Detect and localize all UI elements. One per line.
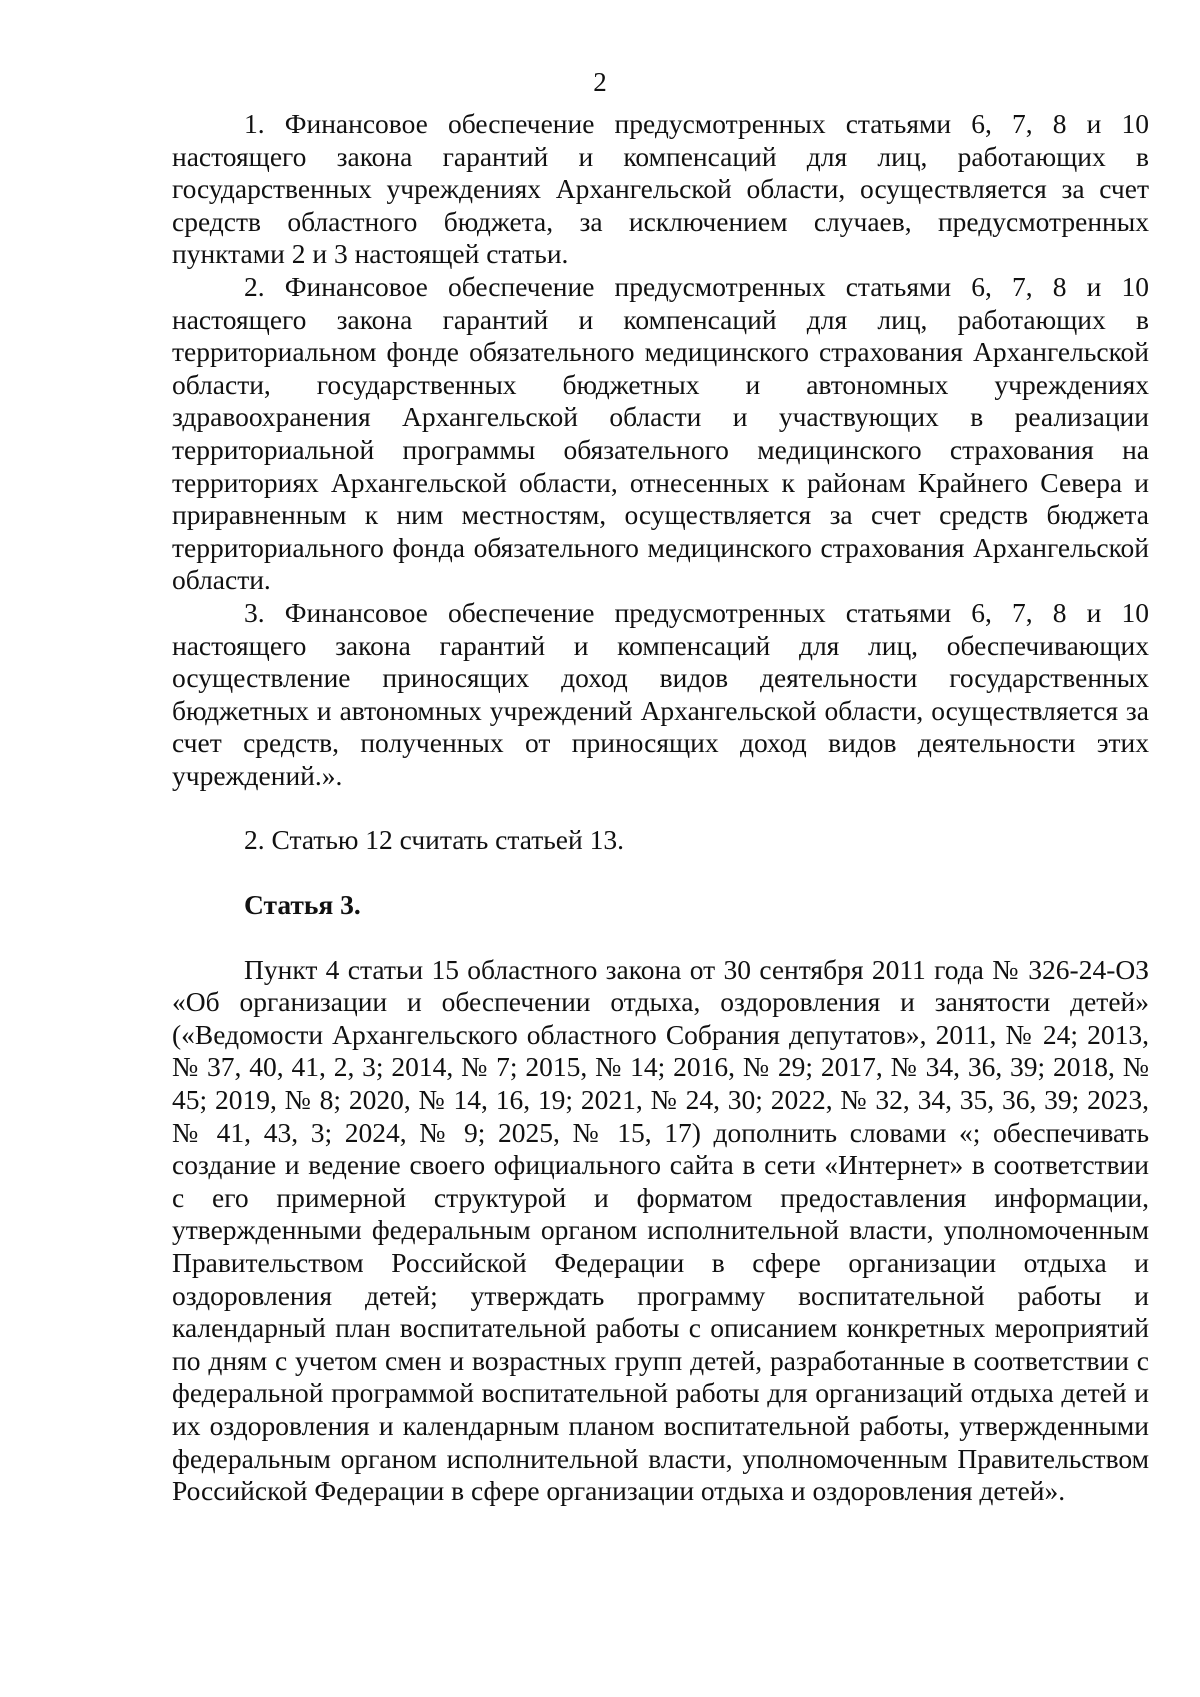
renumber-item: 2. Статью 12 считать статьей 13. — [244, 824, 624, 856]
paragraph-item-3: 3. Финансовое обеспечение предусмотренных статьями 6, 7, 8 и 10 настоящего закона гарантий и компенсаций для лиц, обеспечивающих осуществление приносящих доход видов деятельности государственных бюджетных и автономных учреждений Архангельской области, осуществляется за счет средств, полученных от приносящих доход видов деятельности этих учреждений.». — [172, 596, 1149, 791]
paragraph-item-2: 2. Финансовое обеспечение предусмотренных статьями 6, 7, 8 и 10 настоящего закона гарантий и компенсаций для лиц, работающих в территориальном фонде обязательного медицинского страхования Архангельской области, государственных бюджетных и автономных учреждениях здравоохранения Архангельской области и участвующих в реализации территориальной программы обязательного медицинского страхования на территориях Архангельской области, отнесенных к районам Крайнего Севера и приравненным к ним местностям, осуществляется за счет средств бюджета территориального фонда обязательного медицинского страхования Архангельской области. — [172, 270, 1149, 596]
page-number: 2 — [593, 67, 607, 97]
spacer — [172, 792, 1149, 824]
article-heading: Статья 3. — [244, 889, 361, 921]
spacer — [172, 857, 1149, 889]
paragraph-item-1: 1. Финансовое обеспечение предусмотренных статьями 6, 7, 8 и 10 настоящего закона гарантий и компенсаций для лиц, работающих в государственных учреждениях Архангельской области, осуществляется за счет средств областного бюджета, за исключением случаев, предусмотренных пунктами 2 и 3 настоящей статьи. — [172, 108, 1149, 270]
document-body — [172, 108, 1149, 1508]
article-paragraph: Пункт 4 статьи 15 областного закона от 30 сентября 2011 года № 326-24-ОЗ «Об организации и обеспечении отдыха, оздоровления и занятости детей» («Ведомости Архангельского областного Собрания депутатов», 2011, № 24; 2013, № 37, 40, 41, 2, 3; 2014, № 7; 2015, № 14; 2016, № 29; 2017, № 34, 36, 39; 2018, № 45; 2019, № 8; 2020, № 14, 16, 19; 2021, № 24, 30; 2022, № 32, 34, 35, 36, 39; 2023, № 41, 43, 3; 2024, № 9; 2025, № 15, 17) дополнить словами «; обеспечивать создание и ведение своего официального сайта в сети «Интернет» в соответствии с его примерной структурой и форматом предоставления информации, утвержденными федеральным органом исполнительной власти, уполномоченным Правительством Российской Федерации в сфере организации отдыха и оздоровления детей; утверждать программу воспитательной работы и календарный план воспитательной работы с описанием конкретных мероприятий по дням с учетом смен и возрастных групп детей, разработанные в соответствии с федеральной программой воспитательной работы для организаций отдыха детей и их оздоровления и календарным планом воспитательной работы, утвержденными федеральным органом исполнительной власти, уполномоченным Правительством Российской Федерации в сфере организации отдыха и оздоровления детей». — [172, 953, 1149, 1507]
spacer — [172, 922, 1149, 954]
